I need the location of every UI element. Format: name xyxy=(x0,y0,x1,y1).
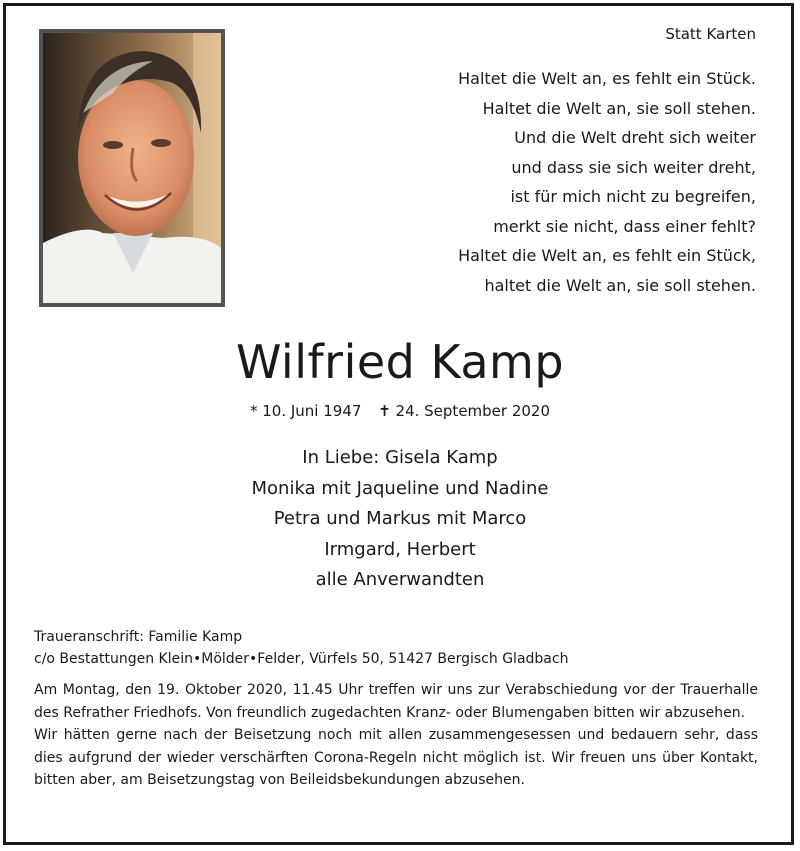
poem-line: ist für mich nicht zu begreifen, xyxy=(510,187,756,206)
notice-paragraph: Am Montag, den 19. Oktober 2020, 11.45 Uhr treffen wir uns zur Verabschiedung vor der Trauerhalle des Refrather Friedhofs. Von freundlich zugedachten Kranz- oder Blumengaben bitten wir abzusehen. xyxy=(34,682,758,721)
deceased-name: Wilfried Kamp xyxy=(235,335,565,389)
notice-paragraph: Wir hätten gerne nach der Beisetzung noch mit allen zusammengesessen und bedauern sehr, dass dies aufgrund der wieder verschärften Corona-Regeln nicht möglich ist. Wir freuen uns über Kontakt, bitten aber, am Beisetzungstag von Beileidsbekundungen abzusehen. xyxy=(34,727,758,788)
poem-line: Und die Welt dreht sich weiter xyxy=(514,128,756,147)
poem-line: Haltet die Welt an, sie soll stehen. xyxy=(482,98,756,118)
poem-line: Haltet die Welt an, es fehlt ein Stück. xyxy=(458,69,756,88)
family-line: alle Anverwandten xyxy=(315,569,485,590)
family-line: Monika mit Jaqueline und Nadine xyxy=(251,477,549,499)
poem-line: haltet die Welt an, sie soll stehen. xyxy=(484,275,756,295)
poem-line: merkt sie nicht, dass einer fehlt? xyxy=(493,216,756,236)
family-line: Petra und Markus mit Marco xyxy=(273,508,527,529)
address-line: Traueranschrift: Familie Kamp xyxy=(34,629,243,645)
birth-date: * 10. Juni 1947 xyxy=(249,402,362,420)
family-line: Irmgard, Herbert xyxy=(324,538,476,560)
funeral-notice-text xyxy=(34,679,758,792)
portrait-image xyxy=(43,33,221,303)
address-line: c/o Bestattungen Klein•Mölder•Felder, Vürfels 50, 51427 Bergisch Gladbach xyxy=(34,651,569,667)
family-list xyxy=(0,443,800,596)
mourning-address xyxy=(34,626,568,670)
family-line: In Liebe: Gisela Kamp xyxy=(302,447,498,468)
poem xyxy=(458,64,756,300)
portrait-photo xyxy=(39,29,225,307)
statt-karten-label: Statt Karten xyxy=(665,25,756,43)
poem-line: Haltet die Welt an, es fehlt ein Stück, xyxy=(458,246,756,265)
life-dates xyxy=(0,402,800,420)
death-date: ✝ 24. September 2020 xyxy=(378,402,551,420)
poem-line: und dass sie sich weiter dreht, xyxy=(511,157,756,177)
